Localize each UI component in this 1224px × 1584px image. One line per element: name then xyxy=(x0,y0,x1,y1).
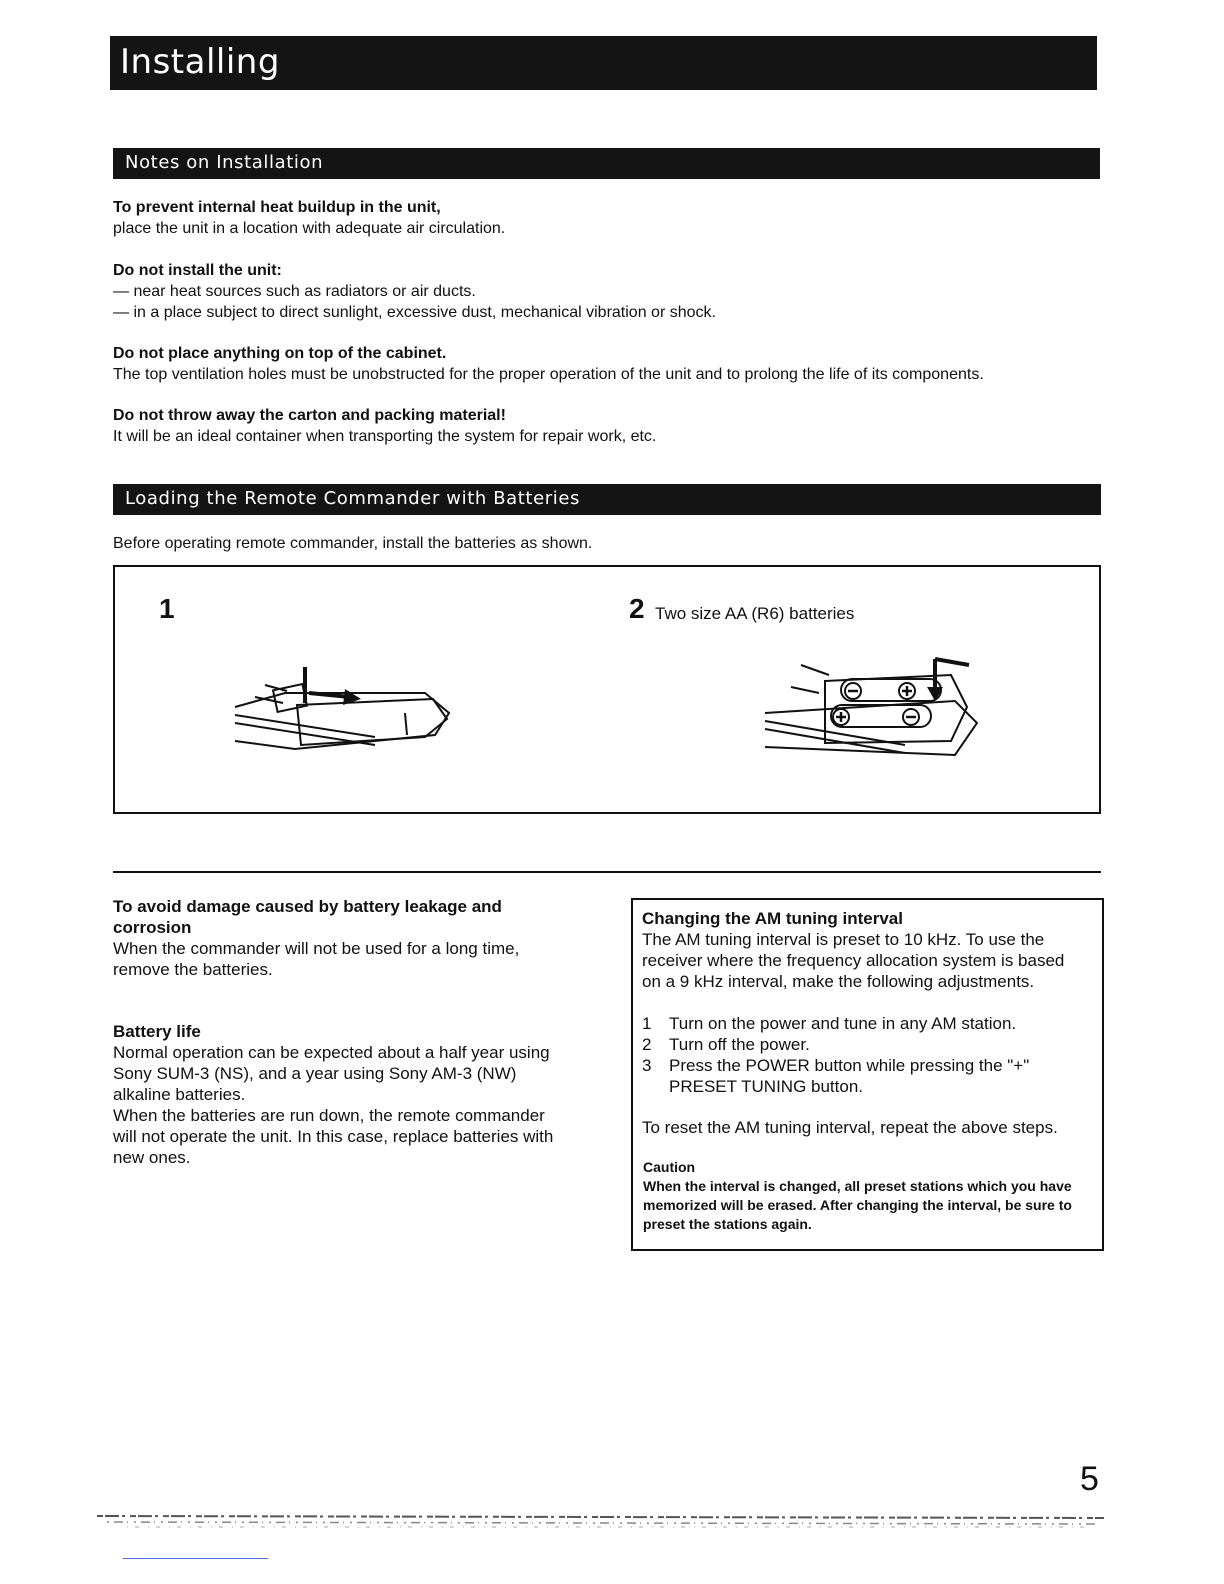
remote-lid-open-illustration xyxy=(225,645,465,765)
remote-batteries-illustration xyxy=(755,651,985,771)
note-line: The top ventilation holes must be unobstructed for the proper operation of the unit and to prolong the life of its components. xyxy=(113,366,984,383)
section-header-notes xyxy=(113,148,1100,179)
am-step xyxy=(642,1034,1097,1055)
am-step-text: Turn on the power and tune in any AM station. xyxy=(669,1014,1017,1033)
battery-life-line: Sony SUM-3 (NS), and a year using Sony AM-3 (NW) xyxy=(113,1064,517,1083)
battery-life-heading: Battery life xyxy=(113,1022,201,1041)
battery-life-line: new ones. xyxy=(113,1148,191,1167)
page-title-bar xyxy=(110,36,1097,90)
am-interval-heading: Changing the AM tuning interval xyxy=(642,909,903,928)
note-heat xyxy=(113,197,1103,239)
am-steps-list xyxy=(642,1013,1097,1097)
scan-noise-strip xyxy=(97,1512,1104,1530)
section-header-batteries xyxy=(113,484,1101,515)
note-line: — in a place subject to direct sunlight, excessive dust, mechanical vibration or shock. xyxy=(113,304,716,321)
batteries-intro: Before operating remote commander, install the batteries as shown. xyxy=(113,535,593,552)
note-heading: Do not place anything on top of the cabinet. xyxy=(113,345,447,362)
note-heading: Do not install the unit: xyxy=(113,262,282,279)
am-step-number: 2 xyxy=(642,1035,652,1054)
leakage-heading: corrosion xyxy=(113,918,192,937)
caution-heading: Caution xyxy=(643,1159,696,1175)
section-title-notes: Notes on Installation xyxy=(125,152,324,173)
am-step-number: 1 xyxy=(642,1014,652,1033)
page-title: Installing xyxy=(120,42,280,82)
am-intro-line: on a 9 kHz interval, make the following adjustments. xyxy=(642,972,1035,991)
am-step-number: 3 xyxy=(642,1056,652,1075)
caution-line: When the interval is changed, all preset stations which you have xyxy=(643,1178,1072,1194)
footer-line xyxy=(123,1558,268,1559)
am-intro-line: The AM tuning interval is preset to 10 kHz. To use the xyxy=(642,930,1045,949)
leakage-line: When the commander will not be used for a long time, xyxy=(113,939,520,958)
caution-line: memorized will be erased. After changing the interval, be sure to xyxy=(643,1197,1072,1213)
battery-life-line: will not operate the unit. In this case, replace batteries with xyxy=(113,1127,554,1146)
step-1-number: 1 xyxy=(159,593,175,624)
am-interval-intro xyxy=(642,908,1097,992)
section-divider xyxy=(113,871,1101,873)
am-step xyxy=(642,1055,1097,1076)
leakage-heading: To avoid damage caused by battery leakage and xyxy=(113,897,502,916)
leakage-section xyxy=(113,896,593,980)
step-2-label: Two size AA (R6) batteries xyxy=(655,604,855,623)
note-heading: To prevent internal heat buildup in the unit, xyxy=(113,199,441,216)
leakage-line: remove the batteries. xyxy=(113,960,273,979)
am-step-text: Press the POWER button while pressing the "+" xyxy=(669,1056,1030,1075)
battery-illustration-box xyxy=(113,565,1101,814)
battery-life-section xyxy=(113,1021,603,1168)
note-line: It will be an ideal container when transporting the system for repair work, etc. xyxy=(113,428,657,445)
note-install xyxy=(113,260,1103,323)
am-step xyxy=(642,1013,1097,1034)
note-heading: Do not throw away the carton and packing material! xyxy=(113,407,506,424)
battery-life-line: alkaline batteries. xyxy=(113,1085,246,1104)
am-caution xyxy=(643,1158,1098,1234)
battery-life-line: When the batteries are run down, the remote commander xyxy=(113,1106,545,1125)
am-step-text: Turn off the power. xyxy=(669,1035,810,1054)
note-cabinet xyxy=(113,343,1103,385)
note-line: place the unit in a location with adequate air circulation. xyxy=(113,220,506,237)
caution-line: preset the stations again. xyxy=(643,1216,812,1232)
page-number: 5 xyxy=(1080,1460,1099,1498)
step-2-number: 2 xyxy=(629,593,645,624)
am-intro-line: receiver where the frequency allocation system is based xyxy=(642,951,1065,970)
am-step xyxy=(642,1076,1097,1097)
battery-life-line: Normal operation can be expected about a half year using xyxy=(113,1043,550,1062)
section-title-batteries: Loading the Remote Commander with Batteries xyxy=(125,488,581,509)
am-interval-box xyxy=(631,898,1104,1251)
note-line: — near heat sources such as radiators or air ducts. xyxy=(113,283,476,300)
am-step-text: PRESET TUNING button. xyxy=(669,1077,863,1096)
am-reset-text: To reset the AM tuning interval, repeat the above steps. xyxy=(642,1118,1058,1137)
note-carton xyxy=(113,405,1103,447)
